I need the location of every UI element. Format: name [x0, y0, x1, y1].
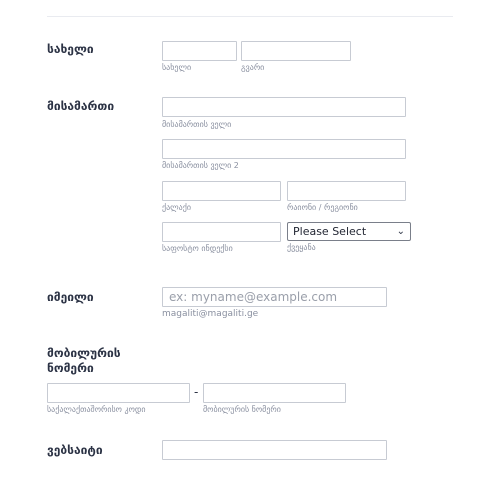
phone-separator: - — [194, 385, 199, 399]
last-name-sublabel: გვარი — [241, 63, 265, 72]
address-line2-sublabel: მისამართის ველი 2 — [162, 161, 239, 170]
country-select[interactable] — [287, 222, 411, 241]
region-input[interactable] — [287, 181, 406, 201]
area-code-sublabel: საქალაქთაშორისო კოდი — [47, 405, 146, 414]
city-input[interactable] — [162, 181, 281, 201]
country-sublabel: ქვეყანა — [287, 243, 316, 252]
postal-code-input[interactable] — [162, 222, 281, 242]
chevron-down-icon: ⌄ — [396, 226, 405, 237]
phone-number-sublabel: მობილურის ნომერი — [203, 405, 281, 414]
first-name-input[interactable] — [162, 41, 237, 61]
address-label: მისამართი — [47, 99, 115, 113]
region-sublabel: რაიონი / რეგიონი — [287, 203, 358, 212]
phone-number-input[interactable] — [203, 383, 346, 403]
email-input[interactable]: ex: myname@example.com — [162, 287, 387, 307]
first-name-sublabel: სახელი — [162, 63, 192, 72]
email-label: იმეილი — [47, 290, 94, 304]
phone-label-line2: ნომერი — [47, 361, 94, 375]
area-code-input[interactable] — [47, 383, 190, 403]
name-label: სახელი — [47, 42, 94, 56]
address-line1-input[interactable] — [162, 97, 406, 117]
postal-code-sublabel: საფოსტო ინდექსი — [162, 244, 233, 253]
email-sublabel: magaliti@magaliti.ge — [162, 309, 259, 319]
address-line2-input[interactable] — [162, 139, 406, 159]
city-sublabel: ქალაქი — [162, 203, 191, 212]
top-divider — [47, 16, 453, 17]
phone-label-line1: მობილურის — [47, 346, 121, 360]
country-select-value: Please Select — [293, 225, 367, 238]
website-input[interactable] — [162, 440, 387, 460]
last-name-input[interactable] — [241, 41, 351, 61]
website-label: ვებსაიტი — [47, 443, 103, 457]
address-line1-sublabel: მისამართის ველი — [162, 120, 232, 129]
